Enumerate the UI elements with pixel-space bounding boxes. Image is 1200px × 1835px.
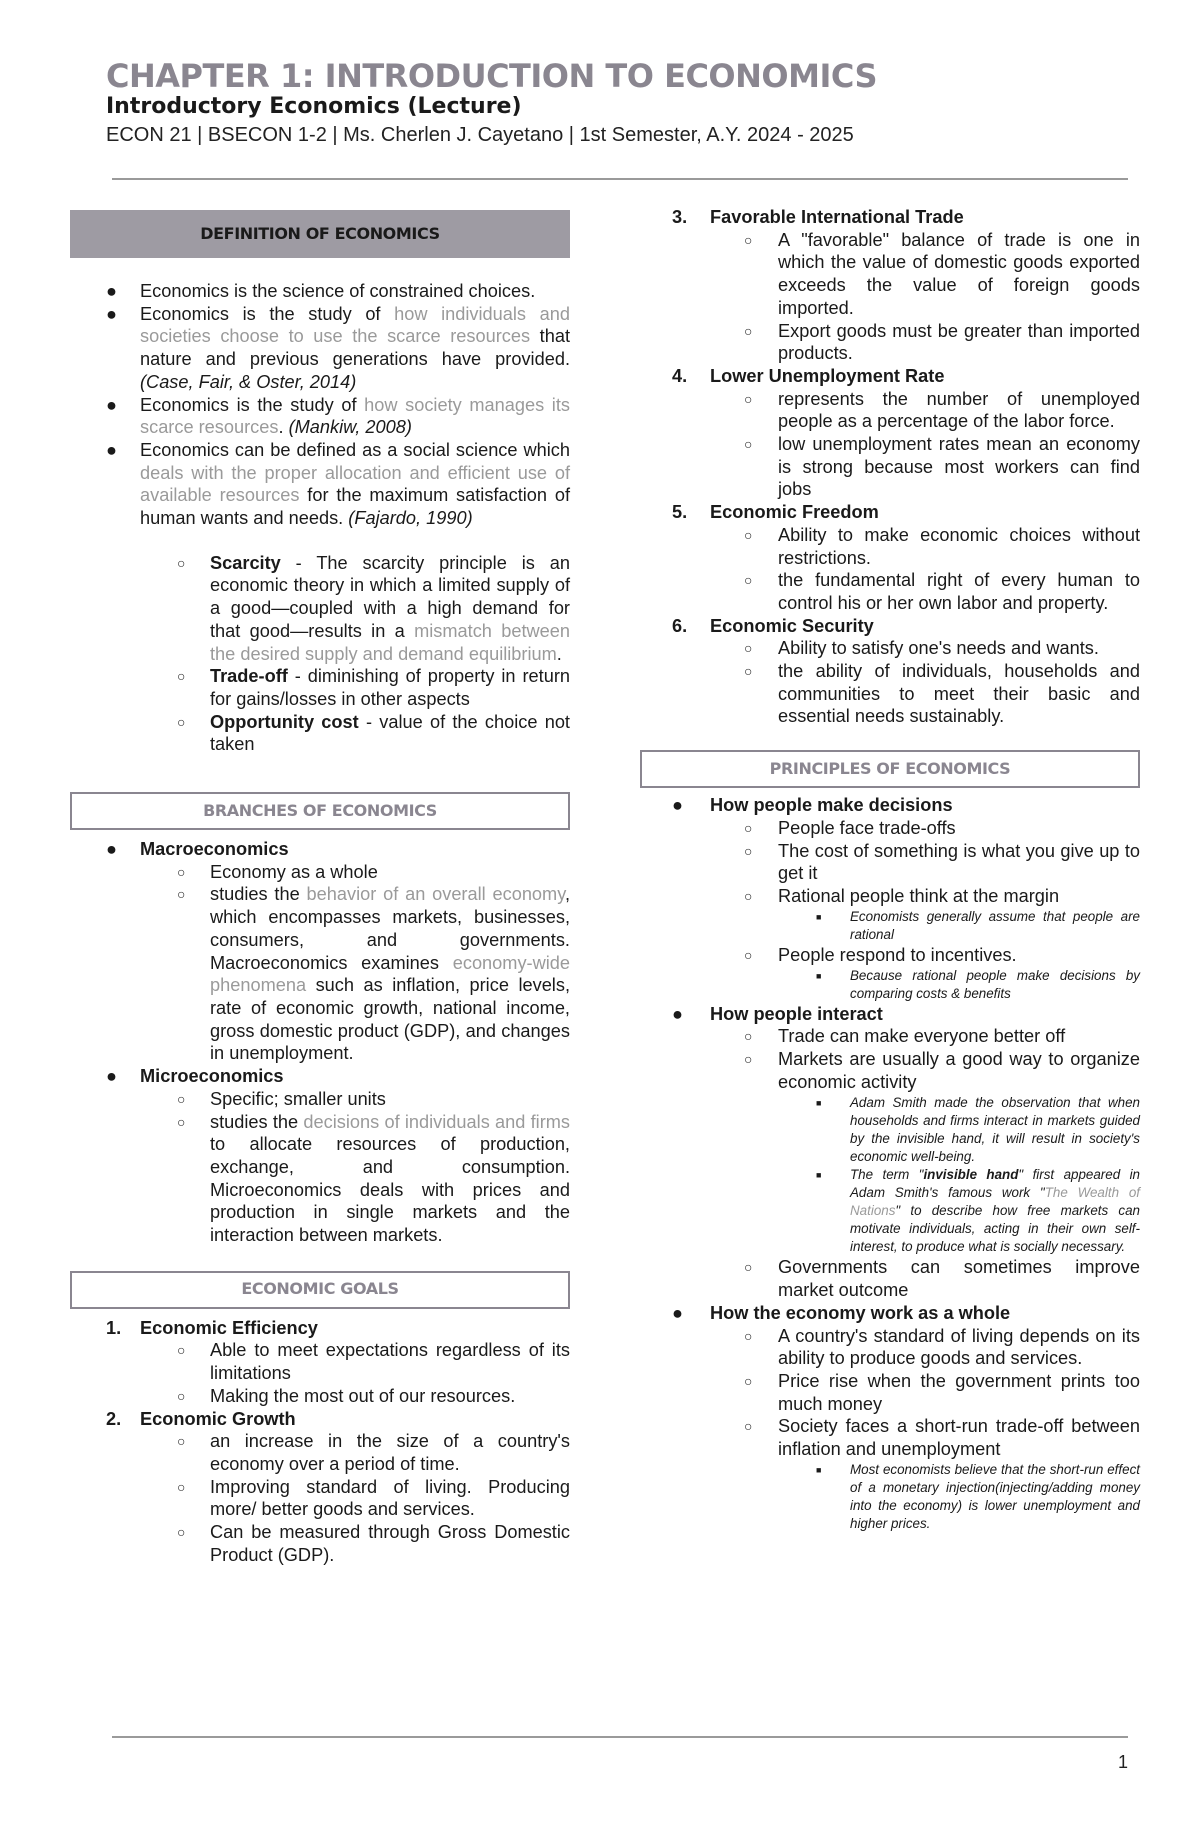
- list-item: ○ People respond to incentives.: [744, 944, 1017, 965]
- circle-bullet-icon: ○: [177, 713, 186, 730]
- bullet-icon: ●: [672, 1003, 683, 1024]
- list-item: ○ low unemployment rates mean an economy is strong because most workers can find jobs: [744, 434, 1140, 500]
- branches-list: [70, 838, 570, 1247]
- list-item: 6. Economic Security: [672, 615, 874, 636]
- right-column: [640, 206, 1140, 1533]
- section-heading-definition: DEFINITION OF ECONOMICS: [70, 210, 570, 258]
- list-item: ■ The term "invisible hand" first appeared in Adam Smith's famous work "The Wealth of Nations" to describe how free markets can motivate individuals, acting in their own self-interest, to produce what is socially necessary.: [816, 1166, 1141, 1255]
- list-item: ○ Ability to satisfy one's needs and wants.: [744, 638, 1099, 659]
- principles-list: [640, 794, 1140, 1533]
- circle-bullet-icon: ○: [744, 842, 753, 859]
- list-item: ■ Most economists believe that the short-run effect of a monetary injection(injecting/adding money into the economy) is lower unemployment and higher prices.: [816, 1461, 1140, 1532]
- bullet-icon: ●: [106, 303, 117, 324]
- list-number: 6.: [672, 615, 688, 636]
- list-item: ○ A country's standard of living depends on its ability to produce goods and services.: [744, 1325, 1140, 1369]
- document-header: [106, 58, 1106, 148]
- list-item: ○ Making the most out of our resources.: [177, 1385, 516, 1406]
- list-number: 1.: [106, 1317, 122, 1338]
- list-item: ○ studies the decisions of individuals and firms to allocate resources of production, exchange, and consumption. Microeconomics deals with prices and production in single markets and the interaction between markets.: [177, 1111, 570, 1246]
- goals-list-part1: [70, 1317, 570, 1567]
- list-item: ○ Scarcity - The scarcity principle is an economic theory in which a limited supply of a good—coupled with a high demand for that good—results in a mismatch between the desired supply and demand equilibrium.: [177, 552, 570, 664]
- list-item: ○ The cost of something is what you give up to get it: [744, 840, 1140, 884]
- circle-bullet-icon: ○: [744, 1418, 753, 1435]
- circle-bullet-icon: ○: [177, 668, 186, 685]
- circle-bullet-icon: ○: [177, 554, 186, 571]
- list-item: ○ Export goods must be greater than imported products.: [744, 320, 1140, 364]
- bullet-icon: ●: [106, 1066, 117, 1087]
- list-item: ● Economics is the science of constrained choices.: [106, 281, 536, 301]
- list-number: 5.: [672, 502, 688, 523]
- bullet-icon: ●: [672, 795, 683, 816]
- list-item: ○ Trade can make everyone better off: [744, 1026, 1066, 1047]
- section-heading-goals: ECONOMIC GOALS: [70, 1271, 570, 1309]
- circle-bullet-icon: ○: [177, 1478, 186, 1495]
- circle-bullet-icon: ○: [744, 572, 753, 589]
- list-item: ● How people make decisions: [672, 795, 953, 816]
- goals-list-part2: [640, 206, 1140, 728]
- list-item: ● Economics is the study of how individuals and societies choose to use the scarce resources that nature and previous generations have provided. (Case, Fair, & Oster, 2014): [106, 303, 570, 392]
- square-bullet-icon: ■: [816, 1464, 822, 1475]
- square-bullet-icon: ■: [816, 970, 822, 981]
- circle-bullet-icon: ○: [744, 1259, 753, 1276]
- square-bullet-icon: ■: [816, 1169, 822, 1180]
- circle-bullet-icon: ○: [744, 1028, 753, 1045]
- list-item: ○ A "favorable" balance of trade is one in which the value of domestic goods exported exceeds the value of foreign goods imported.: [744, 229, 1140, 318]
- list-item: ○ Can be measured through Gross Domestic Product (GDP).: [177, 1522, 570, 1565]
- list-item: ○ Opportunity cost - value of the choice not taken: [177, 711, 570, 755]
- list-item: ○ Ability to make economic choices without restrictions.: [744, 524, 1140, 568]
- list-item: 5. Economic Freedom: [672, 502, 879, 523]
- list-item: ○ Society faces a short-run trade-off between inflation and unemployment: [744, 1416, 1140, 1460]
- list-item: ○ the fundamental right of every human to control his or her own labor and property.: [744, 570, 1140, 613]
- course-subtitle: Introductory Economics (Lecture): [106, 94, 522, 119]
- bullet-icon: ●: [672, 1302, 683, 1323]
- circle-bullet-icon: ○: [177, 1387, 186, 1404]
- list-item: ■ Economists generally assume that people are rational: [816, 908, 1140, 942]
- circle-bullet-icon: ○: [744, 640, 753, 657]
- circle-bullet-icon: ○: [744, 887, 753, 904]
- list-item: ○ Economy as a whole: [177, 861, 378, 882]
- list-item: ● Economics can be defined as a social science which deals with the proper allocation and efficient use of available resources for the maximum satisfaction of human wants and needs. (Fajardo, 1990): [106, 439, 570, 529]
- list-item: ● Economics is the study of how society manages its scarce resources. (Mankiw, 2008): [106, 394, 570, 438]
- list-item: ○ Markets are usually a good way to organize economic activity: [744, 1049, 1140, 1092]
- page-number: 1: [1117, 1752, 1128, 1772]
- section-heading-principles: PRINCIPLES OF ECONOMICS: [640, 750, 1140, 788]
- circle-bullet-icon: ○: [177, 1113, 186, 1130]
- square-bullet-icon: ■: [816, 911, 822, 922]
- chapter-title: CHAPTER 1: INTRODUCTION TO ECONOMICS: [106, 57, 877, 95]
- circle-bullet-icon: ○: [744, 1372, 753, 1389]
- bullet-icon: ●: [106, 394, 117, 415]
- list-number: 4.: [672, 365, 688, 386]
- list-item: ○ the ability of individuals, households and communities to meet their basic and essential needs sustainably.: [744, 661, 1140, 727]
- circle-bullet-icon: ○: [177, 1090, 186, 1107]
- list-item: ■ Because rational people make decisions by comparing costs & benefits: [816, 967, 1140, 1001]
- list-item: ● How the economy work as a whole: [672, 1302, 1011, 1323]
- list-item: ○ Specific; smaller units: [177, 1088, 386, 1109]
- list-item: ○ Rational people think at the margin: [744, 885, 1060, 906]
- list-number: 2.: [106, 1408, 122, 1429]
- list-item: 3. Favorable International Trade: [672, 207, 964, 227]
- circle-bullet-icon: ○: [744, 231, 753, 248]
- list-item: ■ Adam Smith made the observation that when households and firms interact in markets guided by the invisible hand, it will result in society's economic well-being.: [816, 1094, 1140, 1164]
- course-meta: ECON 21 | BSECON 1-2 | Ms. Cherlen J. Cayetano | 1st Semester, A.Y. 2024 - 2025: [106, 124, 854, 146]
- list-item: ● How people interact: [672, 1003, 883, 1024]
- circle-bullet-icon: ○: [744, 436, 753, 453]
- circle-bullet-icon: ○: [177, 1342, 186, 1359]
- circle-bullet-icon: ○: [744, 1051, 753, 1068]
- circle-bullet-icon: ○: [744, 322, 753, 339]
- list-item: 4. Lower Unemployment Rate: [672, 365, 945, 386]
- list-item: ○ Improving standard of living. Producing more/ better goods and services.: [177, 1476, 570, 1520]
- list-item: ○ studies the behavior of an overall economy, which encompasses markets, businesses, consumers, and governments. Macroeconomics examines economy-wide phenomena such as inflation, price levels, rate of economic growth, national income, gross domestic product (GDP), and changes in unemployment.: [177, 884, 571, 1064]
- list-item: 1. Economic Efficiency: [106, 1317, 318, 1338]
- list-item: ● Microeconomics: [106, 1066, 284, 1087]
- header-divider: [112, 178, 1128, 180]
- circle-bullet-icon: ○: [177, 1433, 186, 1450]
- circle-bullet-icon: ○: [744, 819, 753, 836]
- list-item: ○ an increase in the size of a country's economy over a period of time.: [177, 1431, 570, 1474]
- circle-bullet-icon: ○: [744, 526, 753, 543]
- circle-bullet-icon: ○: [177, 863, 186, 880]
- list-number: 3.: [672, 207, 688, 227]
- list-item: ● Macroeconomics: [106, 839, 289, 860]
- list-item: ○ People face trade-offs: [744, 817, 956, 838]
- list-item: ○ Governments can sometimes improve market outcome: [744, 1257, 1140, 1301]
- circle-bullet-icon: ○: [744, 663, 753, 680]
- definition-list: [70, 280, 570, 530]
- list-item: ○ represents the number of unemployed people as a percentage of the labor force.: [744, 388, 1140, 432]
- list-item: ○ Able to meet expectations regardless of its limitations: [177, 1340, 570, 1384]
- section-heading-branches: BRANCHES OF ECONOMICS: [70, 792, 570, 830]
- list-item: 2. Economic Growth: [106, 1408, 296, 1429]
- list-item: ○ Trade-off - diminishing of property in return for gains/losses in other aspects: [177, 666, 570, 709]
- left-column: [70, 210, 570, 1566]
- footer-divider: [112, 1736, 1128, 1738]
- square-bullet-icon: ■: [816, 1097, 822, 1108]
- circle-bullet-icon: ○: [744, 390, 753, 407]
- list-item: ○ Price rise when the government prints too much money: [744, 1370, 1140, 1414]
- circle-bullet-icon: ○: [177, 1524, 186, 1541]
- bullet-icon: ●: [106, 439, 117, 460]
- circle-bullet-icon: ○: [744, 1327, 753, 1344]
- bullet-icon: ●: [106, 839, 117, 860]
- circle-bullet-icon: ○: [744, 946, 753, 963]
- circle-bullet-icon: ○: [177, 886, 186, 903]
- bullet-icon: ●: [106, 281, 117, 301]
- definition-terms-list: [70, 552, 570, 756]
